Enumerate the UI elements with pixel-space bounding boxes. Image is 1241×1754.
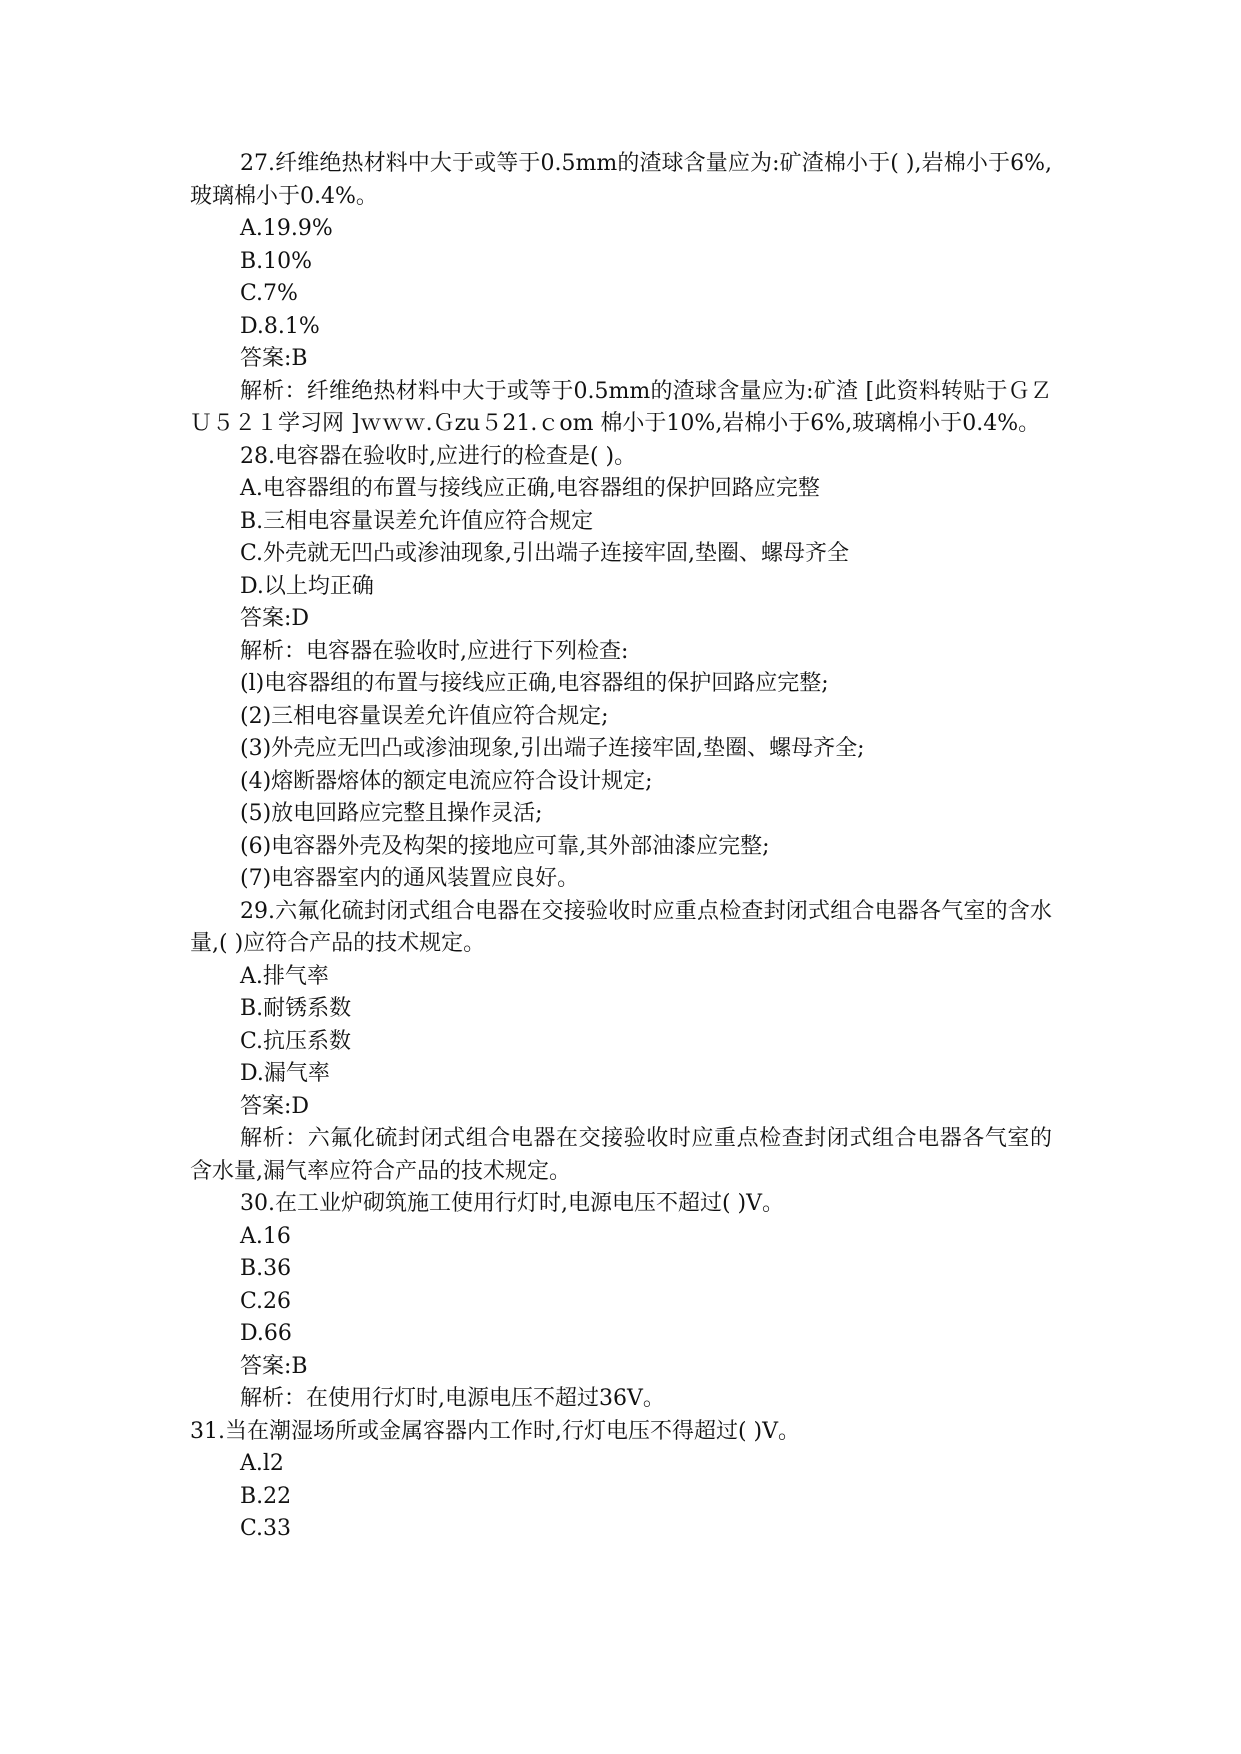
question-27-option-d: D.8.1%: [240, 313, 320, 339]
question-28-analysis-intro: 解析：电容器在验收时,应进行下列检查:: [240, 638, 629, 664]
question-27-option-a: A.19.9%: [240, 216, 333, 241]
question-28-option-c: C.外壳就无凹凸或渗油现象,引出端子连接牢固,垫圈、螺母齐全: [240, 541, 850, 566]
question-29-stem: 29.六氟化硫封闭式组合电器在交接验收时应重点检查封闭式组合电器各气室的含水量,( )应符合产品的技术规定。: [190, 898, 1052, 956]
question-28-analysis-item-7: (7)电容器室内的通风装置应良好。: [240, 866, 580, 891]
question-31-option-c: C.33: [240, 1516, 292, 1541]
question-28-analysis-item-4: (4)熔断器熔体的额定电流应符合设计规定;: [240, 768, 653, 794]
question-28-option-b: B.三相电容量误差允许值应符合规定: [240, 508, 594, 534]
question-30-analysis: 解析：在使用行灯时,电源电压不超过36V。: [240, 1386, 665, 1411]
question-29-option-a: A.排气率: [240, 963, 329, 989]
question-30-option-a: A.16: [240, 1223, 291, 1249]
question-29-option-d: D.漏气率: [240, 1061, 330, 1086]
question-30-option-c: C.26: [240, 1288, 292, 1314]
question-29-analysis: 解析：六氟化硫封闭式组合电器在交接验收时应重点检查封闭式组合电器各气室的含水量,漏气率应符合产品的技术规定。: [190, 1126, 1052, 1184]
question-27-option-b: B.10%: [240, 248, 313, 274]
question-27-answer: 答案:B: [240, 346, 308, 371]
question-31-option-b: B.22: [240, 1483, 292, 1509]
question-28-analysis-item-6: (6)电容器外壳及构架的接地应可靠,其外部油漆应完整;: [240, 833, 770, 859]
question-27-stem: 27.纤维绝热材料中大于或等于0.5mm的渣球含量应为:矿渣棉小于( ),岩棉小于6%,玻璃棉小于0.4%。: [190, 151, 1052, 209]
question-28-analysis-item-1: (l)电容器组的布置与接线应正确,电容器组的保护回路应完整;: [240, 671, 829, 696]
question-28-answer: 答案:D: [240, 606, 310, 631]
question-30-answer: 答案:B: [240, 1353, 308, 1379]
question-30-stem: 30.在工业炉砌筑施工使用行灯时,电源电压不超过( )V。: [240, 1191, 785, 1216]
question-28-analysis-item-3: (3)外壳应无凹凸或渗油现象,引出端子连接牢固,垫圈、螺母齐全;: [240, 736, 865, 761]
question-27-option-c: C.7%: [240, 281, 298, 306]
question-29-option-b: B.耐锈系数: [240, 996, 352, 1021]
document-body: [190, 148, 1052, 1546]
question-30-option-b: B.36: [240, 1256, 292, 1281]
question-28-analysis-item-5: (5)放电回路应完整且操作灵活;: [240, 801, 543, 826]
question-28-option-a: A.电容器组的布置与接线应正确,电容器组的保护回路应完整: [240, 476, 820, 501]
question-30-option-d: D.66: [240, 1321, 292, 1346]
question-31-option-a: A.l2: [240, 1451, 284, 1476]
question-27-analysis: 解析：纤维绝热材料中大于或等于0.5mm的渣球含量应为:矿渣 [此资料转贴于ＧＺＵ５２１学习网 ]ｗｗｗ.Ｇzu５21.ｃom 棉小于10%,岩棉小于6%,玻璃棉小于0.4%。: [190, 378, 1052, 436]
question-31-stem: 31.当在潮湿场所或金属容器内工作时,行灯电压不得超过( )V。: [190, 1418, 801, 1444]
question-29-answer: 答案:D: [240, 1093, 310, 1119]
question-28-option-d: D.以上均正确: [240, 573, 374, 599]
question-28-analysis-item-2: (2)三相电容量误差允许值应符合规定;: [240, 703, 609, 729]
question-28-stem: 28.电容器在验收时,应进行的检查是( )。: [240, 443, 637, 469]
question-29-option-c: C.抗压系数: [240, 1028, 352, 1054]
